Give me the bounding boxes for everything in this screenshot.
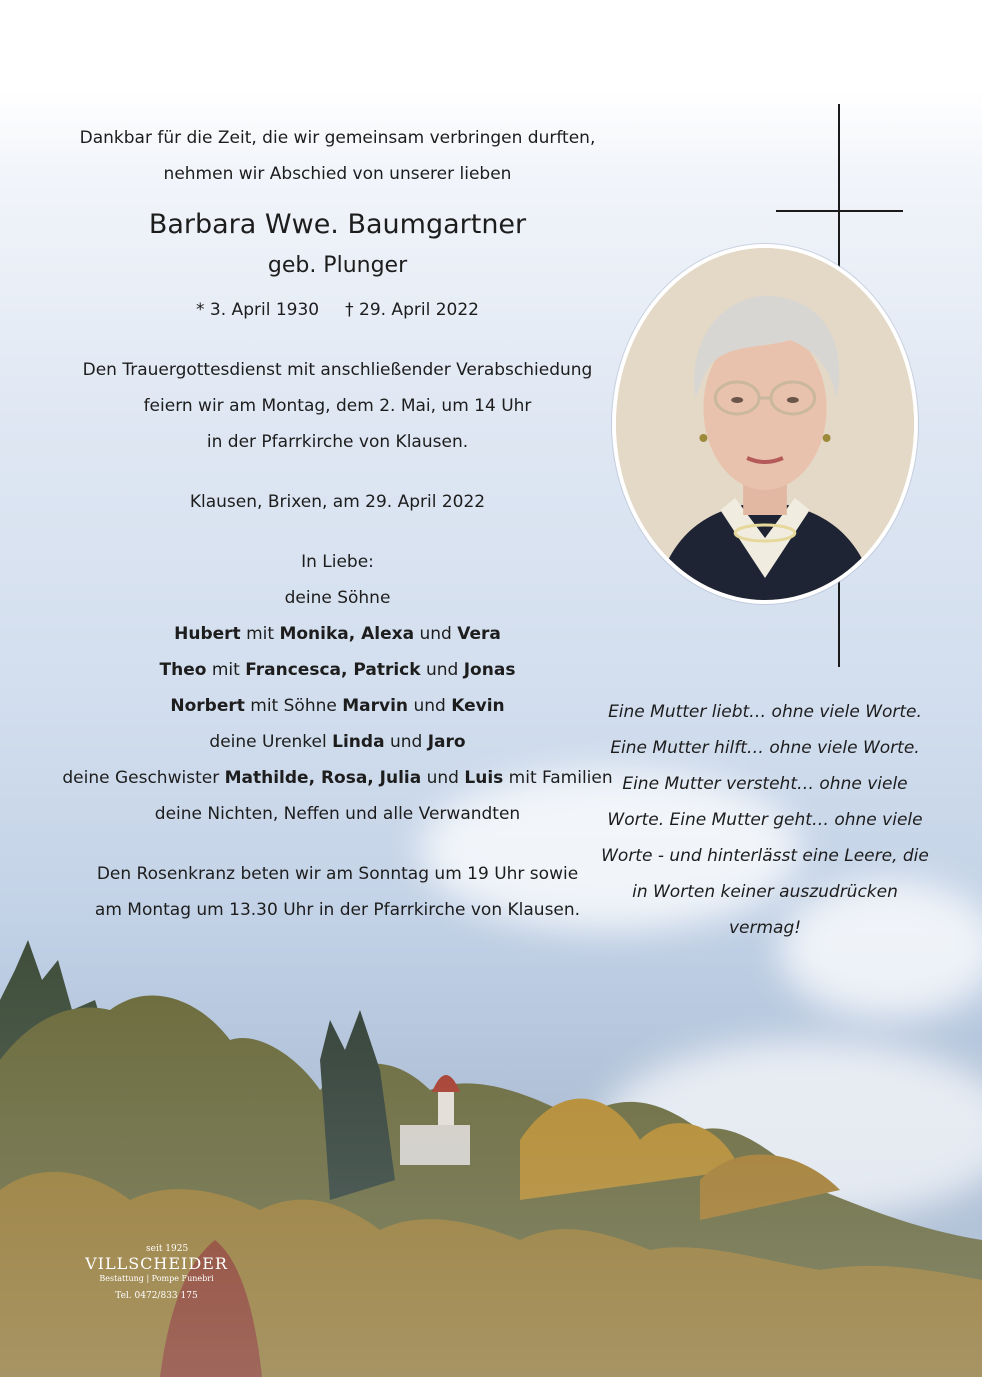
poem-line: Eine Mutter versteht… ohne viele <box>622 774 908 794</box>
autumn-landscape <box>0 940 982 1377</box>
portrait-image <box>616 248 914 600</box>
place-and-date: Klausen, Brixen, am 29. April 2022 <box>189 492 486 512</box>
main-text-column <box>60 120 615 928</box>
deceased-name: Barbara Wwe. Baumgartner <box>148 209 527 240</box>
logo-brand: VILLSCHEIDER <box>85 1254 228 1273</box>
death-date: † 29. April 2022 <box>345 300 479 320</box>
life-dates <box>60 292 615 328</box>
logo-phone: Tel. 0472/833 175 <box>115 1291 198 1301</box>
intro-line-1: Dankbar für die Zeit, die wir gemeinsam verbringen durften, <box>79 128 596 148</box>
mourner-row: Norbert mit Söhne Marvin und Kevin <box>170 696 505 716</box>
poem-line: Worte. Eine Mutter geht… ohne viele <box>607 810 923 830</box>
poem-line: Worte - und hinterlässt eine Leere, die <box>601 846 929 866</box>
service-notice <box>60 352 615 460</box>
portrait-photo <box>612 244 918 604</box>
landscape-image <box>0 940 982 1377</box>
birth-date: * 3. April 1930 <box>196 300 320 320</box>
maiden-name: geb. Plunger <box>267 253 408 278</box>
poem-line: in Worten keiner auszudrücken vermag! <box>632 882 898 938</box>
mourner-row: deine Urenkel Linda und Jaro <box>209 732 466 752</box>
mourner-row: deine Geschwister Mathilde, Rosa, Julia und Luis mit Familien <box>62 768 613 788</box>
poem-line: Eine Mutter liebt… ohne viele Worte. <box>608 702 922 722</box>
sons-label: deine Söhne <box>284 588 391 608</box>
mourner-row: Theo mit Francesca, Patrick und Jonas <box>159 660 516 680</box>
mourners-list <box>60 544 615 832</box>
rosary-line-2: am Montag um 13.30 Uhr in der Pfarrkirche von Klausen. <box>94 900 581 920</box>
rosary-notice <box>60 856 615 928</box>
mourner-row: deine Nichten, Neffen und alle Verwandten <box>154 804 521 824</box>
logo-since: seit 1925 <box>146 1244 189 1254</box>
poem-line: Eine Mutter hilft… ohne viele Worte. <box>610 738 920 758</box>
mourners-heading: In Liebe: <box>301 552 374 572</box>
service-line-1: Den Trauergottesdienst mit anschließender Verabschiedung <box>82 360 593 380</box>
funeral-home-logo <box>84 1244 229 1303</box>
rosary-line-1: Den Rosenkranz beten wir am Sonntag um 19 Uhr sowie <box>96 864 579 884</box>
service-line-3: in der Pfarrkirche von Klausen. <box>206 432 469 452</box>
service-line-2: feiern wir am Montag, dem 2. Mai, um 14 Uhr <box>143 396 532 416</box>
poem <box>600 694 930 946</box>
intro-line-2: nehmen wir Abschied von unserer lieben <box>163 164 512 184</box>
mourner-row: Hubert mit Monika, Alexa und Vera <box>174 624 501 644</box>
logo-subtitle: Bestattung | Pompe Funebri <box>99 1274 214 1283</box>
latin-cross-icon <box>776 210 903 212</box>
